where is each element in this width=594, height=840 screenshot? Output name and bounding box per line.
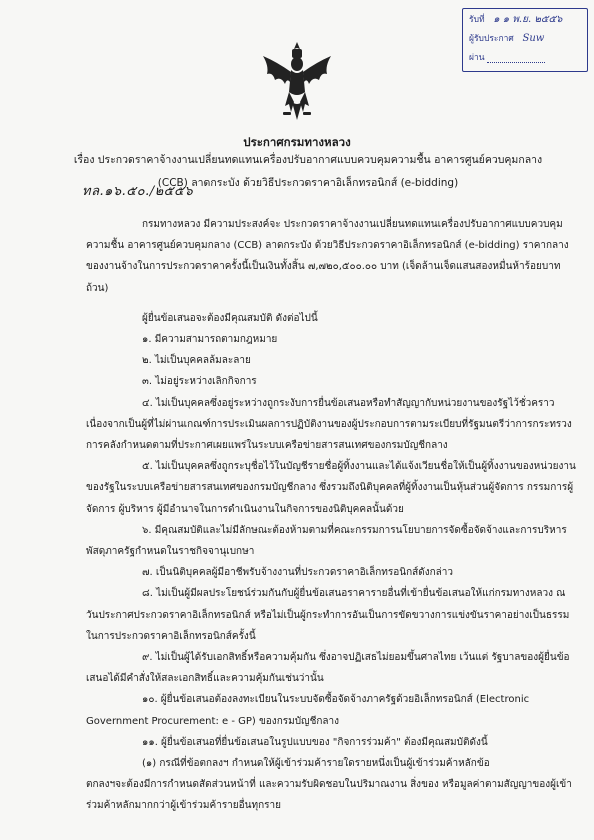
stamp-receiver-label: ผู้รับประกาศ — [469, 34, 514, 44]
issuer-title: ประกาศกรมทางหลวง — [243, 135, 351, 149]
body-text-line: ๙. ไม่เป็นผู้ได้รับเอกสิทธิ์หรือความคุ้มกัน ซึ่งอาจปฏิเสธไม่ยอมขึ้นศาลไทย เว้นแต่ รัฐบาลของผู้ยื่นข้อ — [142, 652, 570, 664]
garuda-emblem-icon — [259, 40, 335, 126]
stamp-receiver-signature: Suw — [522, 33, 545, 44]
body-text-line: วันประกาศประกวดราคาอิเล็กทรอนิกส์ หรือไม่เป็นผู้กระทำการอันเป็นการขัดขวางการแข่งขันราคาอย่างเป็นธรรม — [86, 609, 570, 621]
stamp-received-date: ๑ ๑ พ.ย. ๒๕๕๖ — [493, 14, 563, 25]
paragraph-gap — [86, 299, 552, 308]
body-text-line: ๗. เป็นนิติบุคคลผู้มีอาชีพรับจ้างงานที่ประกวดราคาอิเล็กทรอนิกส์ดังกล่าว — [142, 567, 454, 579]
receipt-stamp — [462, 8, 588, 72]
body-text-line: ๑๑. ผู้ยื่นข้อเสนอที่ยื่นข้อเสนอในรูปแบบของ "กิจการร่วมค้า" ต้องมีคุณสมบัติดังนี้ — [142, 736, 488, 748]
body-text-line: ถ้วน) — [86, 282, 109, 294]
body-text-line: กรมทางหลวง มีความประสงค์จะ ประกวดราคาจ้างงานเปลี่ยนทดแทนเครื่องปรับอากาศแบบควบคุม — [142, 219, 563, 230]
stamp-receiver-row — [469, 30, 544, 48]
body-text-line: ๓. ไม่อยู่ระหว่างเลิกกิจการ — [142, 376, 257, 388]
body-text-line: ร่วมค้าหลักมากกว่าผู้เข้าร่วมค้ารายอื่นทุกราย — [86, 800, 281, 812]
body-text-line: (๑) กรณีที่ข้อตกลงฯ กำหนดให้ผู้เข้าร่วมค้ารายใดรายหนึ่งเป็นผู้เข้าร่วมค้าหลักข้อ — [142, 758, 490, 770]
body-text-line: เสนอได้มีคำสั่งให้สละเอกสิทธิ์และความคุ้มกันเช่นว่านั้น — [86, 673, 324, 685]
body-text-line: ๖. มีคุณสมบัติและไม่มีลักษณะต้องห้ามตามที่คณะกรรมการนโยบายการจัดซื้อจัดจ้างและการบริหาร — [142, 524, 567, 536]
body-text-line: ในการประกวดราคาอิเล็กทรอนิกส์ครั้งนี้ — [86, 630, 256, 642]
body-text-line: Government Procurement: e - GP) ของกรมบัญชีกลาง — [86, 715, 340, 727]
body-text-line: ความชื้น อาคารศูนย์ควบคุมกลาง (CCB) ลาดกระบัง ด้วยวิธีประกวดราคาอิเล็กทรอนิกส์ (e-bidding) ราคากลาง — [86, 240, 569, 252]
body-text-line: จัดการ ผู้บริหาร ผู้มีอำนาจในการดำเนินงานในกิจการของนิติบุคคลนั้นด้วย — [86, 503, 404, 515]
body-text-line: ของรัฐในระบบเครือข่ายสารสนเทศของกรมบัญชีกลาง ซึ่งรวมถึงนิติบุคคลที่ผู้ทิ้งงานเป็นหุ้นส่วนผู้จัดการ กรรมการผู้ — [86, 482, 574, 494]
subject-line-1: เรื่อง ประกวดราคาจ้างงานเปลี่ยนทดแทนเครื่องปรับอากาศแบบควบคุมความชื้น อาคารศูนย์ควบคุมกลาง — [73, 154, 543, 166]
document-body — [86, 214, 576, 817]
body-text-line: พัสดุภาครัฐกำหนดในราชกิจจานุเบกษา — [86, 546, 255, 558]
body-text-line: ๘. ไม่เป็นผู้มีผลประโยชน์ร่วมกันกับผู้ยื่นข้อเสนอราคารายอื่นที่เข้ายื่นข้อเสนอให้แก่กรมทางหลวง ณ — [142, 588, 566, 600]
body-text-line: ๑๐. ผู้ยื่นข้อเสนอต้องลงทะเบียนในระบบจัดซื้อจัดจ้างภาครัฐด้วยอิเล็กทรอนิกส์ (Electronic — [142, 694, 530, 706]
body-text-line: ๒. ไม่เป็นบุคคลล้มละลาย — [142, 355, 251, 367]
stamp-received-label: รับที่ — [469, 15, 485, 25]
stamp-received-row — [469, 11, 562, 29]
body-text-line: ๕. ไม่เป็นบุคคลซึ่งถูกระบุชื่อไว้ในบัญชีรายชื่อผู้ทิ้งงานและได้แจ้งเวียนชื่อให้เป็นผู้ทิ้งงานของหน่วยงาน — [142, 461, 576, 473]
body-text-line: การคลังกำหนดตามที่ประกาศเผยแพร่ในระบบเครือข่ายสารสนเทศของกรมบัญชีกลาง — [86, 440, 448, 452]
stamp-sender-label: ผ่าน — [469, 53, 485, 63]
body-text-line: ๔. ไม่เป็นบุคคลซึ่งอยู่ระหว่างถูกระงับการยื่นข้อเสนอหรือทำสัญญากับหน่วยงานของรัฐไว้ชั่วคราว — [142, 397, 555, 409]
body-text-line: ผู้ยื่นข้อเสนอจะต้องมีคุณสมบัติ ดังต่อไปนี้ — [142, 312, 318, 324]
body-text-line: ของงานจ้างในการประกวดราคาครั้งนี้เป็นเงินทั้งสิ้น ๗,๗๒๐,๕๐๐.๐๐ บาท (เจ็ดล้านเจ็ดแสนสองหมื่นห้าร้อยบาท — [86, 261, 561, 273]
stamp-sender-row — [469, 49, 545, 67]
stamp-sender-line — [487, 52, 545, 63]
subject-line-2: (CCB) ลาดกระบัง ด้วยวิธีประกวดราคาอิเล็กทรอนิกส์ (e-bidding) — [157, 177, 459, 189]
body-text-line: ตกลงฯจะต้องมีการกำหนดสัดส่วนหน้าที่ และความรับผิดชอบในปริมาณงาน สิ่งของ หรือมูลค่าตามสัญญาของผู้เข้า — [86, 779, 572, 791]
handwritten-reference-number: ทล.๑๖.๕๐./๒๕๕๖ — [82, 184, 194, 199]
body-text-line: เนื่องจากเป็นผู้ที่ไม่ผ่านเกณฑ์การประเมินผลการปฏิบัติงานของผู้ประกอบการตามระเบียบที่รัฐมนตรีว่าการกระทรวง — [86, 418, 572, 430]
body-text-line: ๑. มีความสามารถตามกฎหมาย — [142, 334, 278, 346]
